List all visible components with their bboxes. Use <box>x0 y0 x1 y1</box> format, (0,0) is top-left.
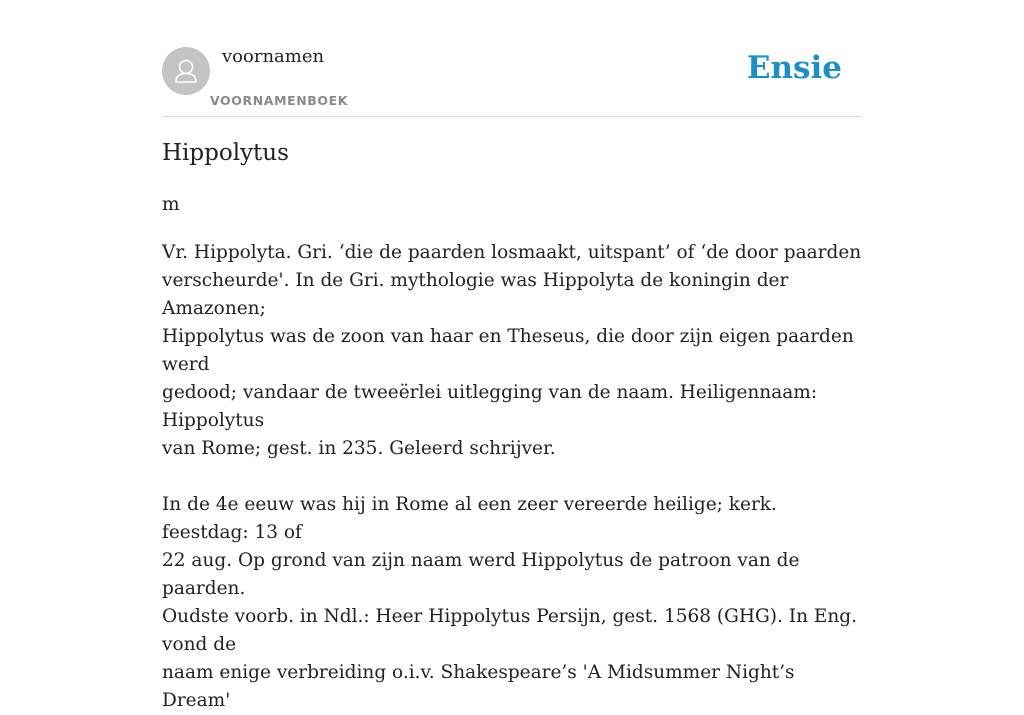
entry-gender: m <box>162 194 180 215</box>
entry-paragraph: In de 4e eeuw was hij in Rome al een zeer vereerde heilige; kerk. feestdag: 13 of 22 aug. Op grond van zijn naam werd Hippolytus de patroon van de paarden. Oudste voorb. in Ndl.: Heer Hippolytus Persijn, gest. 1568 (GHG). In Eng. vond de naam enige verbreiding o.i.v. Shakespeare’s 'A Midsummer Night’s Dream' <box>162 494 858 711</box>
entry-title: Hippolytus <box>162 140 289 166</box>
author-avatar[interactable] <box>162 47 210 95</box>
ensie-logo[interactable]: Ensie <box>746 50 842 86</box>
header <box>162 0 862 117</box>
author-name[interactable]: voornamen <box>222 46 325 67</box>
user-placeholder-icon <box>162 47 210 95</box>
entry-body <box>162 239 862 715</box>
book-name[interactable]: VOORNAMENBOEK <box>210 93 349 108</box>
paragraph-gap <box>162 463 862 491</box>
entry-paragraph: Vr. Hippolyta. Gri. ‘die de paarden losmaakt, uitspant’ of ‘de door paarden verscheurde'. In de Gri. mythologie was Hippolyta de koningin der Amazonen; Hippolytus was de zoon van haar en Theseus, die door zijn eigen paarden werd gedood; vandaar de tweeërlei uitlegging van de naam. Heiligennaam: Hippolytus van Rome; gest. in 235. Geleerd schrijver. <box>162 242 862 459</box>
